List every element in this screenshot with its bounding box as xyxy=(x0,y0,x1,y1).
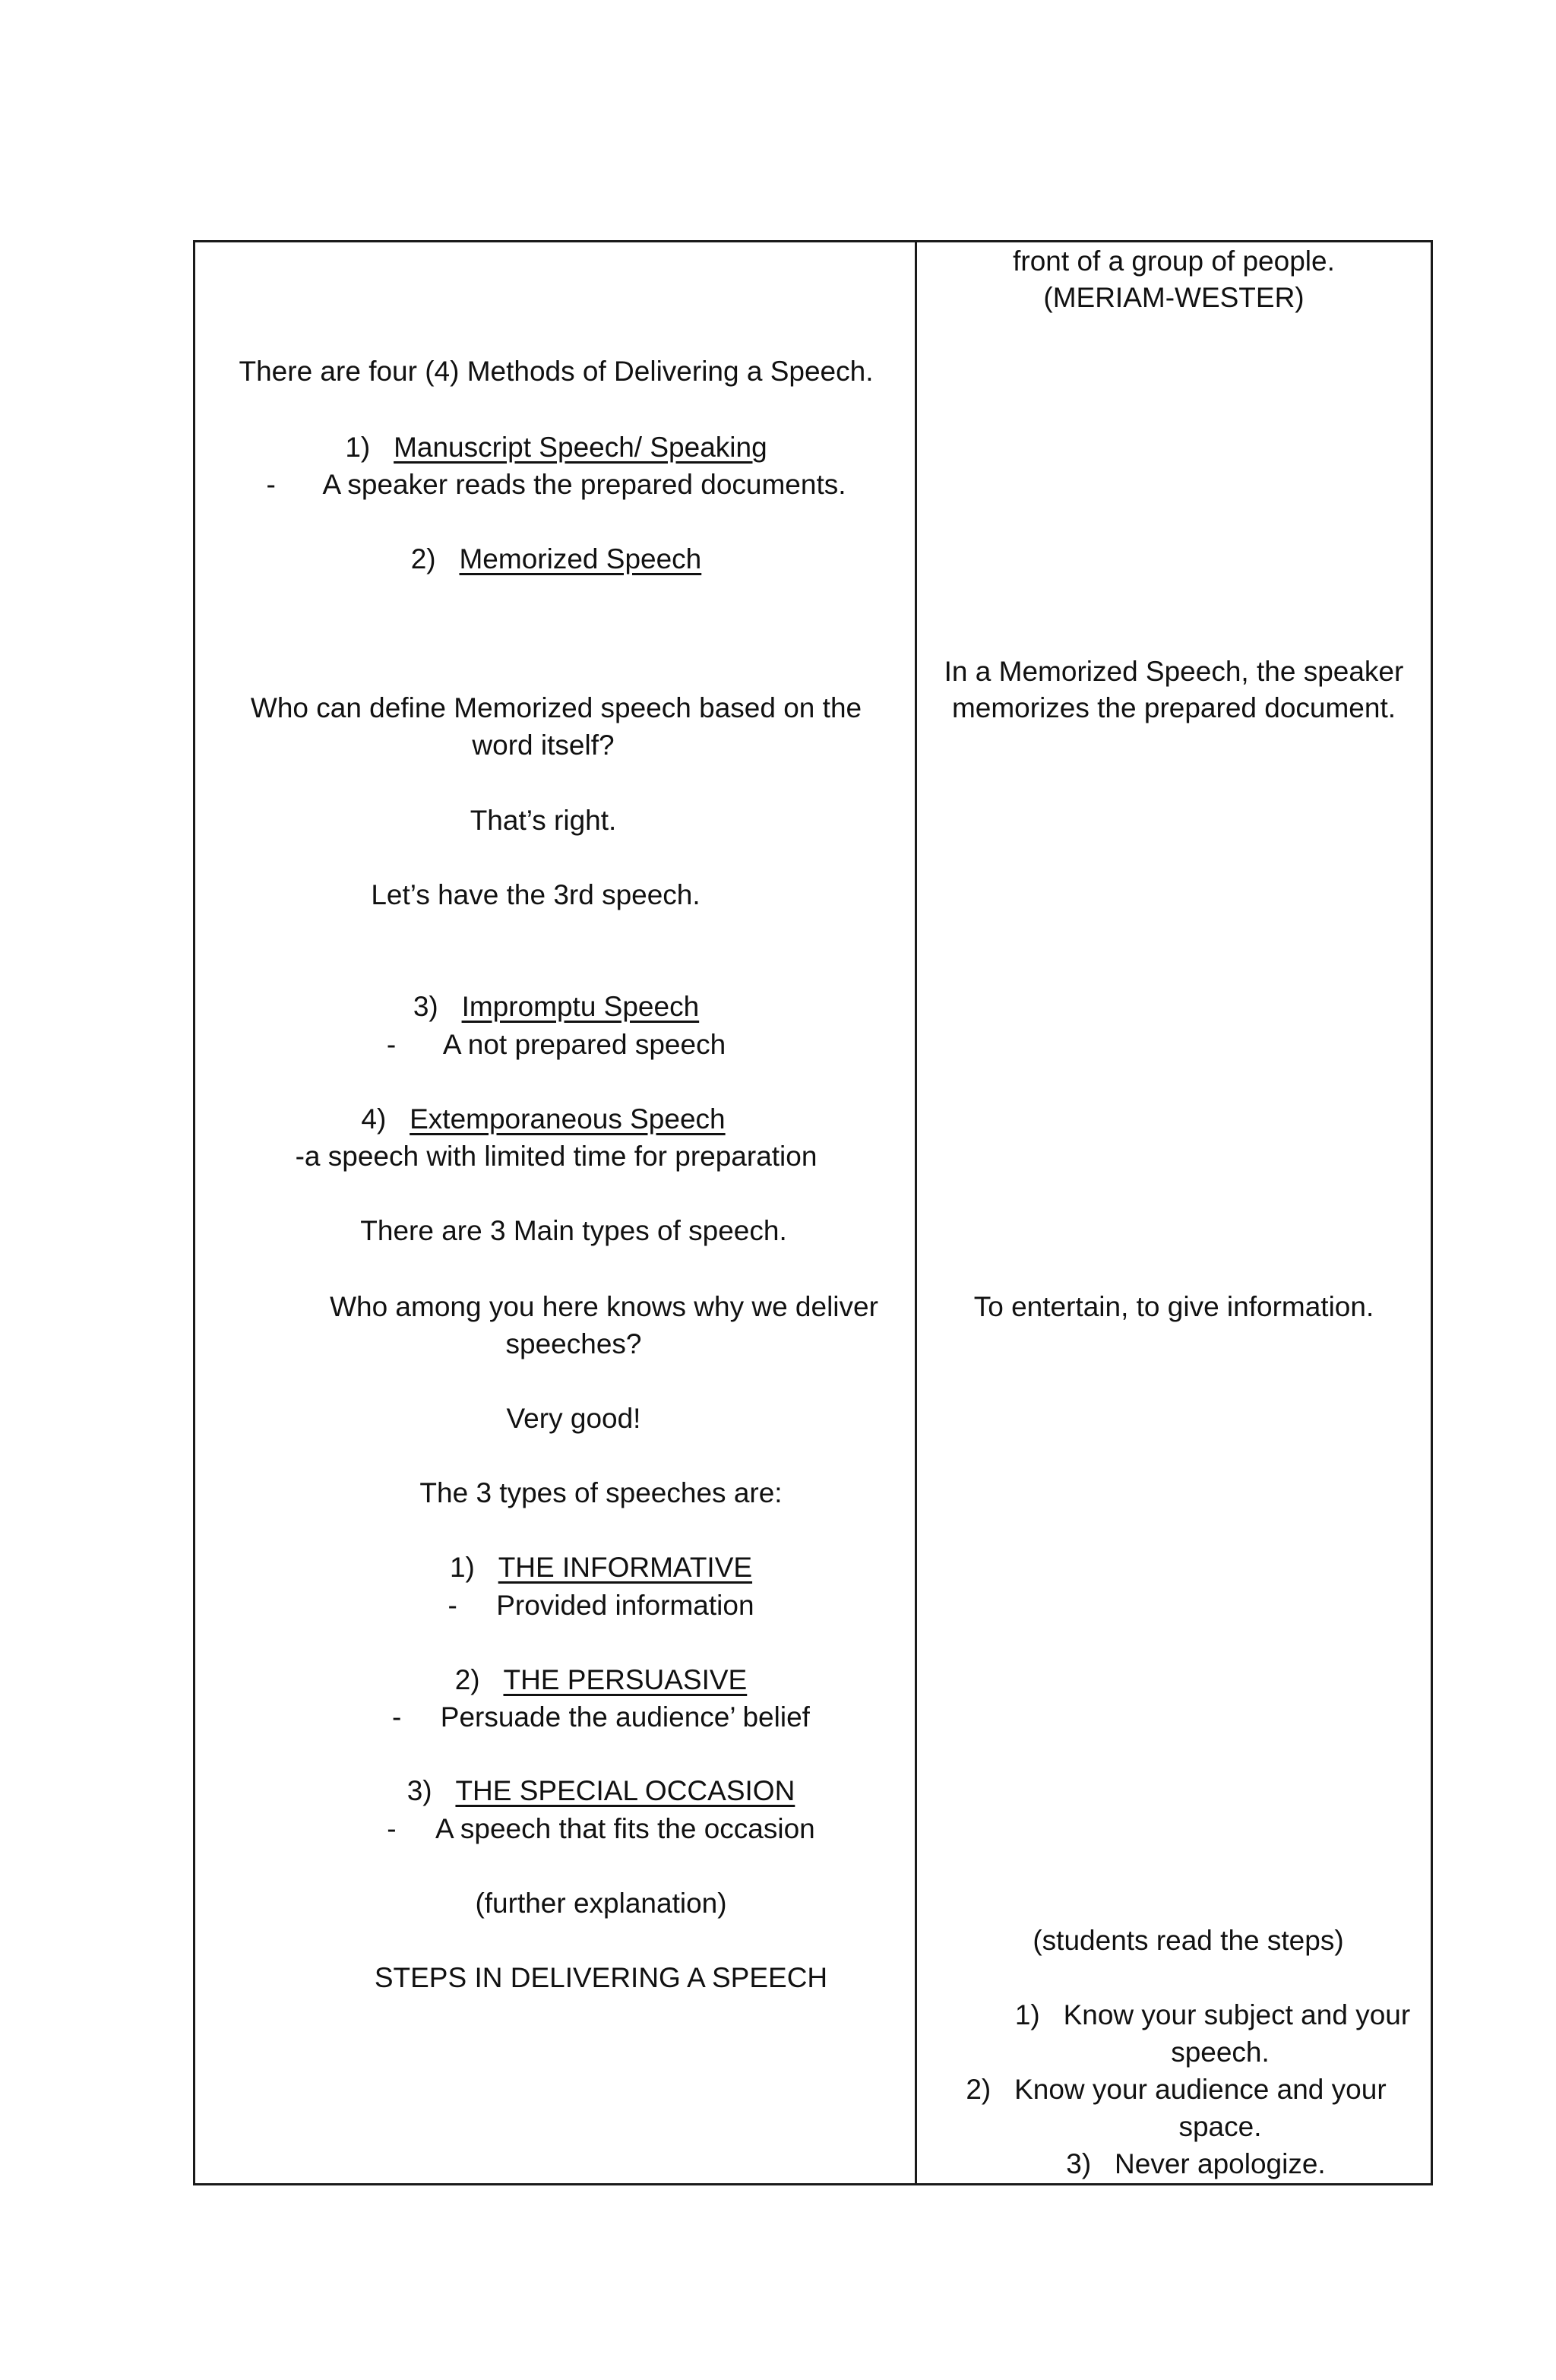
method-2-number: 2) xyxy=(410,543,436,574)
step-3-text: Never apologize. xyxy=(1115,2148,1326,2179)
step-2-text: Know your audience and your xyxy=(1014,2074,1387,2105)
type-3-description xyxy=(240,1810,962,1847)
method-3-text: A not prepared speech xyxy=(442,1029,726,1060)
definition-line-1: front of a group of people. xyxy=(1013,245,1335,277)
students-read-note: (students read the steps) xyxy=(1033,1925,1344,1956)
method-1-heading xyxy=(195,429,917,466)
method-4-number: 4) xyxy=(361,1103,387,1135)
third-speech-prompt: Let’s have the 3rd speech. xyxy=(371,879,701,910)
method-1-dash: - xyxy=(266,469,276,500)
type-1-text: Provided information xyxy=(496,1590,754,1621)
method-2-title: Memorized Speech xyxy=(459,543,702,574)
step-2-line-1 xyxy=(919,2071,1433,2108)
method-4-description: -a speech with limited time for preparation xyxy=(295,1141,818,1172)
type-3-text: A speech that fits the occasion xyxy=(435,1813,815,1844)
step-1-text: Know your subject and your xyxy=(1063,1999,1411,2030)
question-define-line-2: word itself? xyxy=(472,730,615,761)
method-4-title: Extemporaneous Speech xyxy=(410,1103,726,1135)
memorized-answer-line-1: In a Memorized Speech, the speaker xyxy=(944,656,1404,687)
type-1-heading xyxy=(240,1549,962,1586)
step-3-number: 3) xyxy=(1066,2148,1092,2179)
method-3-dash: - xyxy=(386,1029,397,1060)
step-3-line-1 xyxy=(939,2145,1453,2182)
question-define-line-1: Who can define Memorized speech based on the xyxy=(250,692,862,723)
method-1-text: A speaker reads the prepared documents. xyxy=(322,469,846,500)
method-4-heading xyxy=(182,1100,904,1138)
step-2-line-2: space. xyxy=(1178,2111,1262,2142)
step-1-line-1 xyxy=(956,1996,1469,2033)
method-1-number: 1) xyxy=(345,432,371,463)
type-2-number: 2) xyxy=(454,1664,480,1695)
memorized-answer-line-2: memorizes the prepared document. xyxy=(951,692,1396,723)
method-3-title: Impromptu Speech xyxy=(461,991,700,1022)
type-2-text: Persuade the audience’ belief xyxy=(440,1701,810,1733)
types-list-intro: The 3 types of speeches are: xyxy=(419,1477,783,1508)
purpose-answer: To entertain, to give information. xyxy=(973,1291,1374,1322)
type-2-description xyxy=(240,1698,962,1736)
type-1-title: THE INFORMATIVE xyxy=(498,1552,753,1583)
type-3-title: THE SPECIAL OCCASION xyxy=(455,1775,795,1806)
question-why-line-1: Who among you here knows why we deliver xyxy=(330,1291,878,1322)
type-2-heading xyxy=(240,1661,962,1698)
thats-right: That’s right. xyxy=(470,805,617,836)
type-2-dash: - xyxy=(392,1701,402,1733)
type-1-dash: - xyxy=(448,1590,457,1621)
step-2-number: 2) xyxy=(966,2074,991,2105)
method-3-heading xyxy=(195,988,917,1025)
type-3-heading xyxy=(240,1772,962,1809)
further-explanation: (further explanation) xyxy=(475,1888,727,1919)
step-1-line-2: speech. xyxy=(1171,2037,1270,2068)
type-1-number: 1) xyxy=(449,1552,475,1583)
types-intro: There are 3 Main types of speech. xyxy=(360,1215,787,1246)
method-1-description xyxy=(195,466,917,503)
step-1-number: 1) xyxy=(1014,1999,1040,2030)
method-3-description xyxy=(195,1026,917,1063)
type-2-title: THE PERSUASIVE xyxy=(503,1664,748,1695)
method-1-title: Manuscript Speech/ Speaking xyxy=(394,432,767,463)
question-why-line-2: speeches? xyxy=(505,1328,642,1359)
steps-heading: STEPS IN DELIVERING A SPEECH xyxy=(374,1962,828,1993)
very-good: Very good! xyxy=(506,1403,641,1434)
type-3-dash: - xyxy=(387,1813,397,1844)
type-1-description xyxy=(240,1587,962,1624)
type-3-number: 3) xyxy=(406,1775,432,1806)
method-3-number: 3) xyxy=(413,991,438,1022)
definition-source: (MERIAM-WESTER) xyxy=(1043,282,1305,313)
method-2-heading xyxy=(195,540,917,578)
methods-intro: There are four (4) Methods of Delivering a Speech. xyxy=(239,356,874,387)
